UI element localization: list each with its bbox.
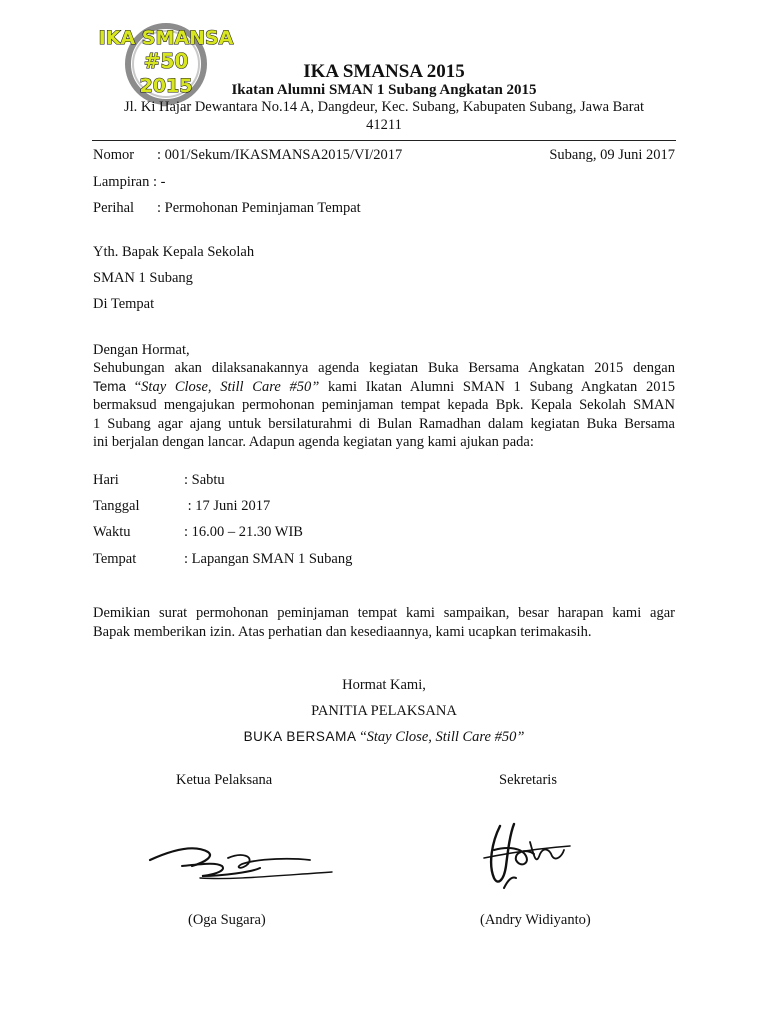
quote-close: ”	[516, 729, 525, 745]
agenda-label: Waktu	[93, 524, 131, 540]
header-divider	[92, 140, 676, 141]
left-signature	[142, 822, 342, 892]
letterhead-subtitle: Ikatan Alumni SMAN 1 Subang Angkatan 2015	[231, 82, 537, 98]
lampiran-row: Lampiran : -	[93, 174, 166, 190]
agenda-value: : 17 Juni 2017	[184, 498, 271, 514]
logo-line2: #50	[143, 49, 189, 73]
event-theme: Stay Close, Still Care #50	[141, 378, 312, 395]
closing-line: Bapak memberikan izin. Atas perhatian dan kesediaannya, kami ucapkan terimakasih.	[93, 623, 592, 640]
agenda-label: Tanggal	[93, 498, 140, 514]
letterhead-postal-code: 41211	[366, 117, 402, 133]
perihal-row	[93, 200, 675, 217]
hormat-kami: Hormat Kami,	[342, 677, 426, 693]
quote-close: ”	[311, 378, 320, 395]
agenda-row-tempat	[93, 551, 675, 568]
logo-line3: 2015	[139, 75, 193, 97]
place-date: Subang, 09 Juni 2017	[549, 147, 675, 163]
body-line: bermaksud mengajukan permohonan peminjaman tempat kepada Bpk. Kepala Sekolah SMAN	[93, 397, 675, 413]
nomor-label: Nomor	[93, 147, 135, 163]
event-name-line	[0, 729, 768, 746]
agenda-value: : Sabtu	[184, 472, 225, 488]
body-line: Sehubungan akan dilaksanakannya agenda kegiatan Buka Bersama Angkatan 2015 dengan	[93, 360, 675, 376]
closing-line: Demikian surat permohonan peminjaman tempat kami sampaikan, besar harapan kami agar	[93, 605, 675, 621]
recipient-line2: SMAN 1 Subang	[93, 270, 193, 286]
agenda-value: : Lapangan SMAN 1 Subang	[184, 551, 353, 567]
body-line-theme	[93, 378, 675, 397]
body-paragraph	[93, 359, 675, 452]
agenda-value: : 16.00 – 21.30 WIB	[184, 524, 303, 540]
letterhead-title: IKA SMANSA 2015	[303, 61, 465, 82]
right-signature	[474, 806, 624, 898]
agenda-label: Tempat	[93, 551, 137, 567]
tema-word: Tema	[93, 378, 127, 394]
nomor-value: : 001/Sekum/IKASMANSA2015/VI/2017	[157, 147, 403, 163]
body-line-rest: kami Ikatan Alumni SMAN 1 Subang Angkatan 2015	[319, 378, 675, 395]
body-line: 1 Subang agar ajang untuk bersilaturahmi di Bulan Ramadhan dalam kegiatan Buka Bersama	[93, 415, 675, 432]
greeting: Dengan Hormat,	[93, 342, 190, 358]
right-signatory-name: (Andry Widiyanto)	[480, 912, 591, 928]
closing-paragraph	[93, 604, 675, 641]
quote-open: “	[126, 378, 142, 395]
letterhead-address: Jl. Ki Hajar Dewantara No.14 A, Dangdeur, Kec. Subang, Kabupaten Subang, Jawa Barat	[123, 99, 645, 115]
recipient-line3: Di Tempat	[93, 296, 155, 312]
quote-open: “	[356, 729, 367, 745]
left-signatory-role: Ketua Pelaksana	[176, 772, 273, 788]
agenda-row-hari	[93, 472, 675, 489]
right-signatory-role: Sekretaris	[499, 772, 557, 788]
logo-line1: IKA SMANSA	[98, 27, 234, 49]
agenda-row-waktu	[93, 524, 675, 541]
agenda-row-tanggal	[93, 498, 675, 515]
nomor-row	[93, 147, 675, 164]
event-name: BUKA BERSAMA	[243, 729, 357, 744]
body-line: ini berjalan dengan lancar. Adapun agenda kegiatan yang kami ajukan pada:	[93, 434, 534, 450]
event-theme: Stay Close, Still Care #50	[366, 729, 517, 745]
perihal-value: : Permohonan Peminjaman Tempat	[157, 200, 361, 216]
panitia-pelaksana: PANITIA PELAKSANA	[311, 703, 457, 719]
perihal-label: Perihal	[93, 200, 135, 216]
recipient-line1: Yth. Bapak Kepala Sekolah	[93, 244, 255, 260]
left-signatory-name: (Oga Sugara)	[188, 912, 266, 928]
agenda-label: Hari	[93, 472, 119, 488]
